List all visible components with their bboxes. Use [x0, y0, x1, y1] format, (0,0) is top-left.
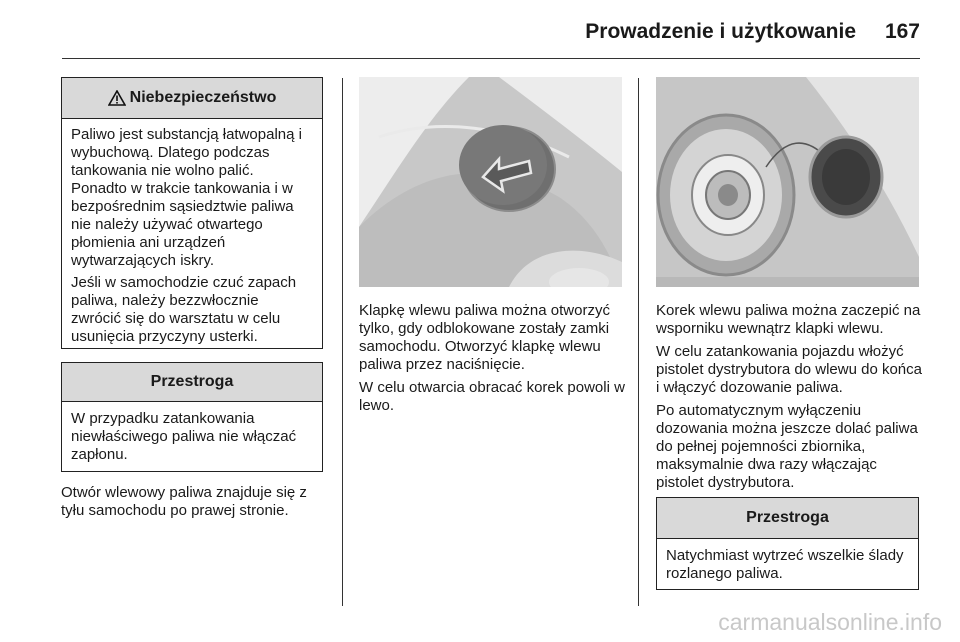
- danger-body: [62, 119, 322, 346]
- paragraph: Po automatycznym wyłączeniu dozowania można jeszcze dolać paliwa do pełnej pojemności zbiornika, maksymalnie dwa razy włączając pistolet dystrybutora.: [656, 402, 918, 491]
- caution-body: [62, 402, 322, 464]
- fuel-flap-illustration: [359, 77, 622, 287]
- column-divider: [342, 78, 343, 606]
- column-divider: [638, 78, 639, 606]
- paragraph: Korek wlewu paliwa można zaczepić na wsporniku wewnątrz klapki wlewu.: [656, 302, 921, 337]
- col3-text: [656, 302, 926, 497]
- danger-text: Jeśli w samochodzie czuć zapach paliwa, należy bezzwłocznie zwrócić się do warsztatu w celu usunięcia przyczyny usterki.: [71, 274, 297, 345]
- caution-box-header: [62, 363, 322, 402]
- paragraph: Klapkę wlewu paliwa można otworzyć tylko, gdy odblokowane zostały zamki samochodu. Otworzyć klapkę wlewu paliwa przez naciśnięcie.: [359, 302, 610, 373]
- section-title: Prowadzenie i użytkowanie: [585, 20, 856, 43]
- caution-body: [657, 539, 918, 583]
- caution-text: Natychmiast wytrzeć wszelkie ślady rozlanego paliwa.: [666, 547, 904, 582]
- caution-box: [61, 362, 323, 472]
- paragraph: W celu otwarcia obracać korek powoli w lewo.: [359, 379, 625, 414]
- col2-text: [359, 302, 629, 420]
- caution-title: Przestroga: [746, 509, 829, 526]
- watermark: carmanualsonline.info: [718, 609, 942, 635]
- fuel-flap-photo: [359, 77, 622, 287]
- col1-text: [61, 484, 326, 525]
- caution-box-header: [657, 498, 918, 539]
- paragraph: W celu zatankowania pojazdu włożyć pistolet dystrybutora do wlewu do końca i włączyć dozowanie paliwa.: [656, 343, 922, 396]
- danger-box: [61, 77, 323, 349]
- danger-title: Niebezpieczeństwo: [129, 89, 277, 106]
- caution-title: Przestroga: [150, 373, 234, 390]
- page-number: 167: [884, 20, 920, 43]
- warning-triangle-icon: [108, 90, 126, 106]
- paragraph: Otwór wlewowy paliwa znajduje się z tyłu samochodu po prawej stronie.: [61, 484, 307, 519]
- fuel-cap-photo: [656, 77, 919, 287]
- caution-box: [656, 497, 919, 590]
- page-header: [0, 0, 960, 60]
- header-rule: [62, 58, 920, 59]
- danger-box-header: [62, 78, 322, 119]
- danger-text: Paliwo jest substancją łatwopalną i wybuchową. Dlatego podczas tankowania nie wolno palić. Ponadto w trakcie tankowania i w bezpośrednim sąsiedztwie paliwa nie należy używać otwartego płomienia ani urządzeń wytwarzających iskry.: [71, 126, 302, 269]
- caution-text: W przypadku zatankowania niewłaściwego paliwa nie włączać zapłonu.: [71, 410, 297, 463]
- fuel-cap-illustration: [656, 77, 919, 287]
